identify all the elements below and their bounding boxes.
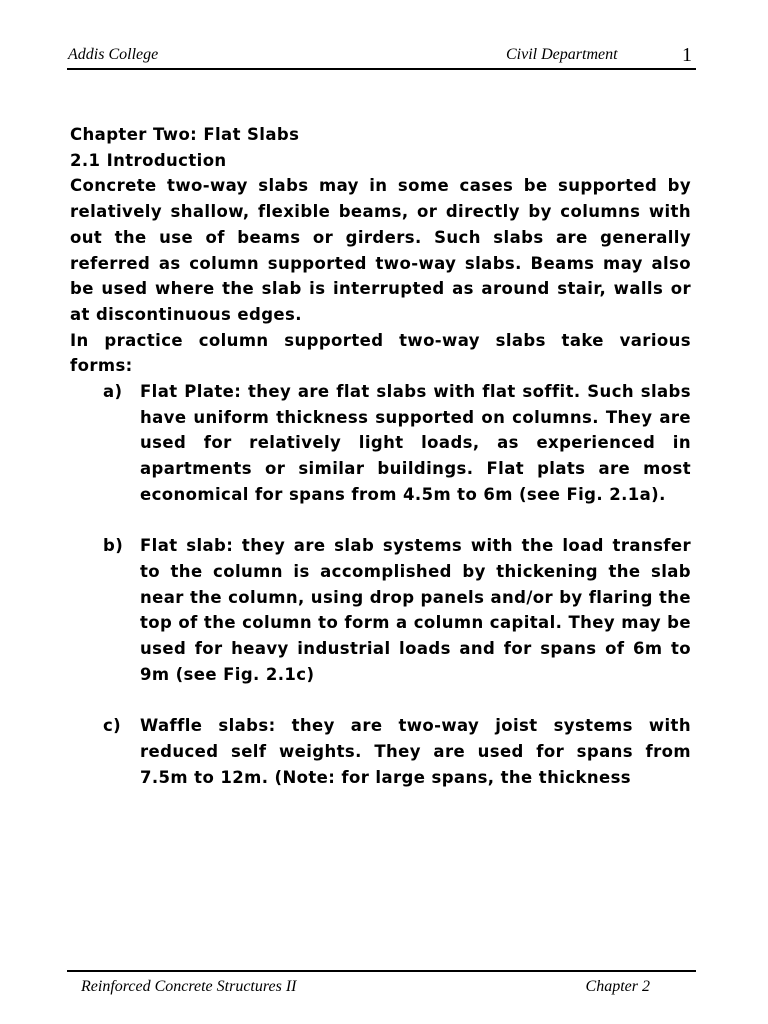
list-marker: c)	[103, 716, 122, 736]
page-header	[67, 40, 696, 70]
header-institution: Addis College	[68, 46, 159, 63]
list-marker: b)	[103, 536, 124, 556]
list-item-text: Waffle slabs: they are two-way joist systems with reduced self weights. They are used for spans from 7.5m to 12m. (Note: for large spans, the thickness	[140, 716, 691, 787]
list-item-text: Flat slab: they are slab systems with the load transfer to the column is accomplished by thickening the slab near the column, using drop panels and/or by flaring the top of the column to form a column capital. They may be used for heavy industrial loads and for spans of 6m to 9m (see Fig. 2.1c)	[140, 536, 691, 684]
list-item-text: Flat Plate: they are flat slabs with flat soffit. Such slabs have uniform thickness supported on columns. They are used for relatively light loads, as experienced in apartments or similar buildings. Flat plats are most economical for spans from 4.5m to 6m (see Fig. 2.1a).	[140, 382, 691, 504]
list-item	[70, 713, 691, 790]
footer-chapter: Chapter 2	[585, 978, 650, 995]
header-department: Civil Department	[506, 46, 618, 63]
forms-paragraph: In practice column supported two-way slabs take various forms:	[70, 330, 691, 376]
document-body	[70, 122, 691, 816]
page-footer	[67, 970, 696, 1002]
list-marker: a)	[103, 382, 123, 402]
footer-course: Reinforced Concrete Structures II	[81, 978, 297, 995]
list-item	[70, 379, 691, 508]
list-item	[70, 533, 691, 687]
page-number: 1	[682, 44, 692, 66]
chapter-title: Chapter Two: Flat Slabs	[70, 125, 300, 144]
intro-paragraph: Concrete two-way slabs may in some cases be supported by relatively shallow, flexible beams, or directly by columns with out the use of beams or girders. Such slabs are generally referred as column supported two-way slabs. Beams may also be used where the slab is interrupted as around stair, walls or at discontinuous edges.	[70, 176, 691, 324]
section-title: 2.1 Introduction	[70, 150, 227, 170]
slab-types-list	[70, 379, 691, 790]
